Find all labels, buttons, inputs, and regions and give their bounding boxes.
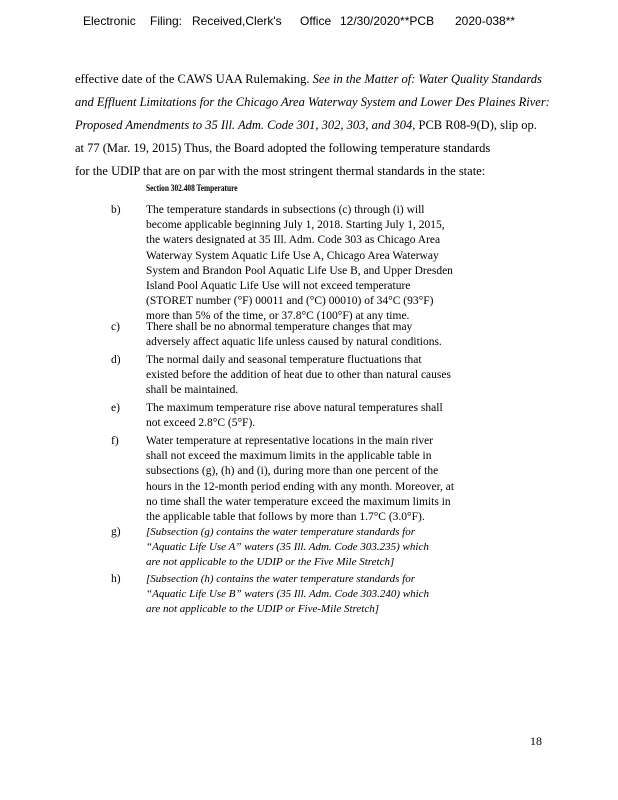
section-title: Section 302.408 Temperature xyxy=(146,183,238,193)
subsection-label: e) xyxy=(111,402,120,414)
subsection-line: shall not exceed the maximum limits in the applicable table in xyxy=(146,450,432,463)
subsection-label: h) xyxy=(111,573,121,585)
subsection-line: Waterway System Aquatic Life Use A, Chicago Area Waterway xyxy=(146,249,439,262)
header-received: Received,Clerk's xyxy=(192,14,282,28)
stamp-header xyxy=(0,14,618,34)
subsection-line: the waters designated at 35 Ill. Adm. Code 303 as Chicago Area xyxy=(146,234,441,247)
subsection-text xyxy=(146,320,526,350)
subsection-line: the applicable table that follows by more than 1.7°C (3.0°F). xyxy=(146,511,425,524)
subsection-line: “Aquatic Life Use B” waters (35 Ill. Adm. Code 303.240) which xyxy=(146,588,430,601)
subsection-line: adversely affect aquatic life unless caused by natural conditions. xyxy=(146,336,442,349)
subsection-text xyxy=(146,353,526,399)
subsection-text xyxy=(146,401,526,431)
subsection-text xyxy=(146,434,526,525)
paragraph-text: at 77 (Mar. 19, 2015) Thus, the Board adopted the following temperature standards xyxy=(75,141,491,155)
subsection-line: There shall be no abnormal temperature changes that may xyxy=(146,321,413,333)
subsection-line: are not applicable to the UDIP or the Five Mile Stretch] xyxy=(146,556,395,569)
paragraph-line xyxy=(75,91,550,114)
paragraph-line xyxy=(75,114,550,137)
subsection-line: are not applicable to the UDIP or Five-Mile Stretch] xyxy=(146,603,379,616)
paragraph-text: for the UDIP that are on par with the most stringent thermal standards in the state: xyxy=(75,164,486,178)
subsection-line: Island Pool Aquatic Life Use will not exceed temperature xyxy=(146,280,411,293)
subsection-line: not exceed 2.8°C (5°F). xyxy=(146,417,256,430)
subsection-text xyxy=(146,203,526,325)
subsection-label: d) xyxy=(111,354,121,366)
subsection-label: f) xyxy=(111,435,119,447)
subsection-line: hours in the 12-month period ending with any month. Moreover, at xyxy=(146,480,455,493)
subsection-label: g) xyxy=(111,526,121,538)
subsection-line: (STORET number (°F) 00011 and (°C) 00010) of 34°C (93°F) xyxy=(146,295,434,308)
paragraph-line xyxy=(75,68,550,91)
subsection-line: become applicable beginning July 1, 2018. Starting July 1, 2015, xyxy=(146,219,445,232)
subsection-line: subsections (g), (h) and (i), during more than one percent of the xyxy=(146,465,439,478)
paragraph-line xyxy=(75,137,550,160)
header-date: 12/30/2020**PCB xyxy=(340,14,435,28)
subsection-line: no time shall the water temperature exceed the maximum limits in xyxy=(146,495,451,508)
subsection-line: shall be maintained. xyxy=(146,384,239,397)
subsection-line: [Subsection (g) contains the water temperature standards for xyxy=(146,526,415,538)
header-case: 2020-038** xyxy=(455,14,516,28)
subsection-line: [Subsection (h) contains the water temperature standards for xyxy=(146,573,415,585)
subsection-line: Water temperature at representative locations in the main river xyxy=(146,435,434,447)
subsection-line: System and Brandon Pool Aquatic Life Use B, and Upper Dresden xyxy=(146,264,453,277)
intro-paragraph xyxy=(75,68,550,183)
paragraph-text: , PCB R08-9(D), slip op. xyxy=(412,118,537,132)
paragraph-text: effective date of the CAWS UAA Rulemaking. xyxy=(75,72,313,86)
paragraph-text: Proposed Amendments to 35 Ill. Adm. Code 301, 302, 303, and 304 xyxy=(75,118,413,132)
subsection-label: c) xyxy=(111,321,120,333)
subsection-line: The maximum temperature rise above natural temperatures shall xyxy=(146,402,443,414)
subsection-line: “Aquatic Life Use A” waters (35 Ill. Adm. Code 303.235) which xyxy=(146,541,429,554)
paragraph-line xyxy=(75,160,550,183)
subsection-line: The temperature standards in subsections (c) through (i) will xyxy=(146,204,425,216)
subsection-line: more than 5% of the time, or 37.8°C (100°F) at any time. xyxy=(146,310,410,323)
page-number: 18 xyxy=(530,734,542,748)
subsection-label: b) xyxy=(111,204,121,216)
paragraph-text: and Effluent Limitations for the Chicago Area Waterway System and Lower Des Plaines River: xyxy=(75,95,550,109)
subsection-line: The normal daily and seasonal temperature fluctuations that xyxy=(146,354,422,366)
subsection-text xyxy=(146,525,526,571)
paragraph-text: See in the Matter of: Water Quality Standards xyxy=(312,72,542,86)
header-electronic: Electronic xyxy=(83,14,136,28)
header-filing: Filing: xyxy=(150,14,183,28)
subsection-line: existed before the addition of heat due to other than natural causes xyxy=(146,369,451,382)
subsection-text xyxy=(146,572,526,618)
header-office: Office xyxy=(300,14,332,28)
